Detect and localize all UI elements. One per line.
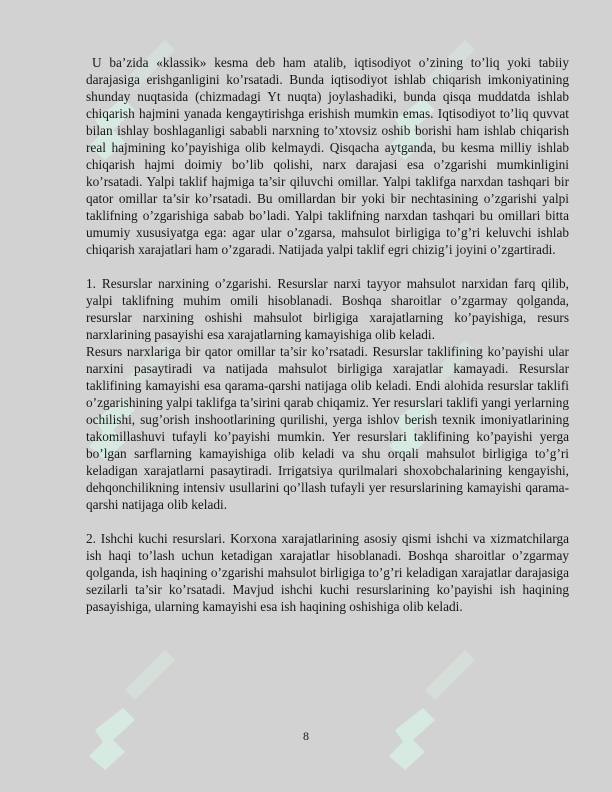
paragraph-aggregate-supply-intro: U ba’zida «klassik» kesma deb ham atalib, iqtisodiyot o’zining to’liq yoki tabiiy darajasiga erishganligini ko’rsatadi. Bunda iqtisodiyot ishlab chiqarish imkoniyatining shunday nuqtasida (chizmadagi Yt nuqta) joylashadiki, bunda qisqa muddatda ishlab chiqarish hajmini yanada kengaytirishga erishish mumkin emas. Iqtisodiyot to’liq quvvat bilan ishlay boshlaganligi sababli narxning to’xtovsiz oshib borishi ham ishlab chiqarish real hajmining ko’payishiga olib kelmaydi. Qisqacha aytganda, bu kesma milliy ishlab chiqarish hajmi doimiy bo’lib qolishi, narx darajasi esa o’zgarishi mumkinligini ko’rsatadi. Yalpi taklif hajmiga ta’sir qiluvchi omillar. Yalpi taklifga narxdan tashqari bir qator omillar ta’sir ko’rsatadi. Bu omillardan bir yoki bir nechtasining o’zgarishi yalpi taklifning o’zgarishiga sabab bo’ladi. Yalpi taklifning narxdan tashqari bu omillari bitta umumiy xususiyatga ega: agar ular o’zgarsa, mahsulot birligiga to’g’ri keluvchi ishlab chiqarish xarajatlari ham o’zgaradi. Natijada yalpi taklif egri chizig’i joyini o’zgartiradi.: [86, 55, 569, 257]
page-number: 8: [303, 729, 309, 743]
watermark-mark: [89, 650, 175, 770]
paragraph-resource-price-factors: Resurs narxlariga bir qator omillar ta’sir ko’rsatadi. Resurslar taklifining ko’payishi ular narxini pasaytiradi va natijada mahsulot birligiga xarajatlar kamayadi. Resurslar taklifining kamayishi esa qarama-qarshi natijaga olib keladi. Endi alohida resurslar taklifi o’zgarishining yalpi taklifga ta’sirini qarab chiqamiz. Yer resurslari taklifi yangi yerlarning ochilishi, sug’orish inshootlarining qurilishi, yerga ishlov berish texnik imoniyatlarining takomillashuvi tufayli ko’payishi mumkin. Yer resurslari taklifining ko’payishi yerga bo’lgan sarflarning kamayishiga olib keladi va shu orqali mahsulot birligiga to’g’ri keladigan xarajatlarni pasaytiradi. Irrigatsiya qurilmalari shoxobchalarining kengayishi, dehqonchilikning intensiv usullarini qo’llash tufayli yer resurslarining kamayishi qarama-qarshi natijaga olib keladi.: [86, 344, 569, 512]
document-body: [86, 54, 569, 615]
paragraph-spacer: [86, 513, 569, 530]
paragraph-labor-resources: 2. Ishchi kuchi resurslari. Korxona xarajatlarining asosiy qismi ishchi va xizmatchilarga ish haqi to’lash uchun ketadigan xarajatlar hisoblanadi. Boshqa sharoitlar o’zgarmay qolganda, ish haqining o’zgarishi mahsulot birligiga to’g’ri keladigan xarajatlar darajasiga sezilarli ta’sir ko’rsatadi. Mavjud ishchi kuchi resurslarining ko’payishi ish haqining pasayishiga, ularning kamayishi esa ish haqining oshishiga olib keladi.: [86, 531, 569, 614]
paragraph-spacer: [86, 258, 569, 275]
watermark-mark: [389, 650, 475, 770]
paragraph-resource-prices: 1. Resurslar narxining o’zgarishi. Resurslar narxi tayyor mahsulot narxidan farq qilib, yalpi taklifning muhim omili hisoblanadi. Boshqa sharoitlar o’zgarmay qolganda, resurslar narxining oshishi mahsulot birligiga xarajatlarning ko’payishiga, resurs narxlarining pasayishi esa xarajatlarning kamayishiga olib keladi.: [86, 276, 569, 342]
